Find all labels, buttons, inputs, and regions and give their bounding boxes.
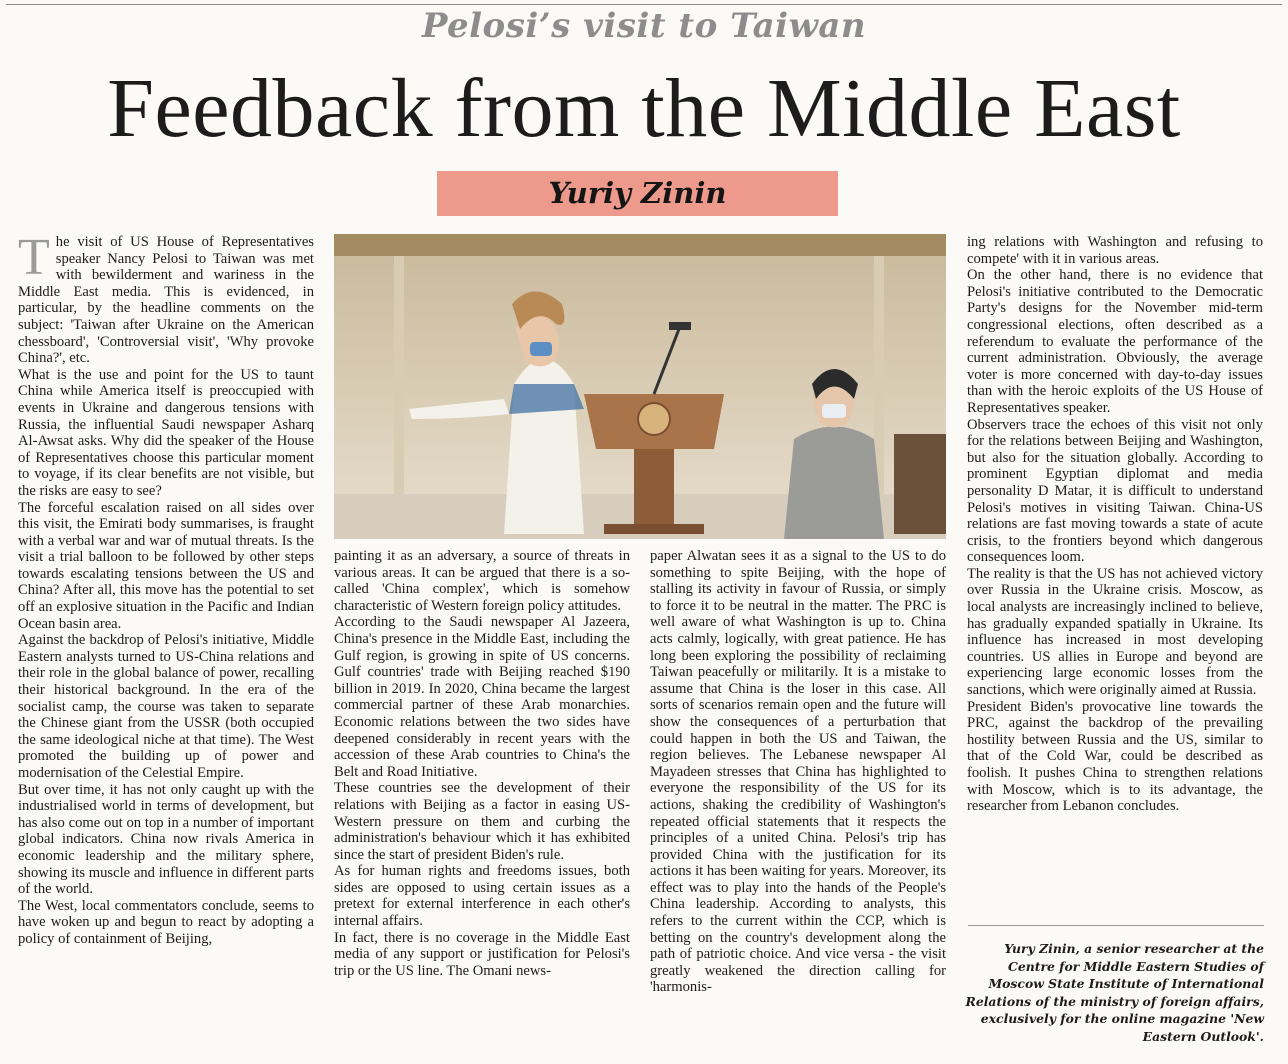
- paragraph: What is the use and point for the US to taunt China while America itself is preoccupied with events in Ukraine and dangerous tensions with Russia, the influential Saudi newspaper Asharq Al-Awsat asks. Why did the speaker of the House of Representatives choose this particular moment to voyage, if its clear benefits are not visible, but the risks are easy to see?: [18, 366, 314, 499]
- paragraph: But over time, it has not only caught up with the industrialised world in terms of development, but has also come out on top in a number of important global indicators. China now rivals America in economic leadership and the military sphere, showing its muscle and influence in different parts of the world.: [18, 781, 314, 898]
- paragraph: painting it as an adversary, a source of threats in various areas. It can be argued that there is a so-called 'China complex', which is somehow characteristic of Western foreign policy attitudes.: [334, 548, 630, 614]
- photo-illustration: [334, 234, 946, 539]
- paragraph: President Biden's provocative line towards the PRC, against the backdrop of the prevailing hostility between Russia and the US, similar to that of the Cold War, could be described as foolish. It pushes China to strengthen relations with Moscow, which is to its advantage, the researcher from Lebanon concludes.: [967, 698, 1263, 815]
- paragraph: The forceful escalation raised on all sides over this visit, the Emirati body summarises, is fraught with a verbal war and war of mutual threats. Is the visit a trial balloon to be followed by other steps towards escalating tensions between the US and China? After all, this move has the potential to set off an explosive situation in the Pacific and Indian Ocean basin area.: [18, 499, 314, 632]
- top-rule: [6, 4, 1282, 5]
- kicker: Pelosi’s visit to Taiwan: [421, 6, 867, 46]
- paragraph: he visit of US House of Representatives speaker Nancy Pelosi to Taiwan was met with bewilderment and wariness in the Middle East media. This is evidenced, in particular, by the headline comments on the subject: 'Taiwan after Ukraine on the American chessboard', 'Controversial visit', 'Why provoke China?', etc.: [18, 234, 314, 367]
- article-photo: [334, 234, 946, 539]
- paragraph: Observers trace the echoes of this visit not only for the relations between Beijing and Washington, but also for the situation globally. According to prominent Egyptian diplomat and media personality D Matar, it is difficult to understand Pelosi's motives in visiting Taiwan. China-US relations are fast moving towards a state of acute crisis, to the frontiers beyond which dangerous consequences loom.: [967, 416, 1263, 566]
- drop-cap: T: [18, 229, 50, 286]
- paragraph: The West, local commentators conclude, seems to have woken up and begun to react by adopting a policy of containment of Beijing,: [18, 897, 314, 947]
- paragraph: On the other hand, there is no evidence that Pelosi's initiative contributed to the Democratic Party's designs for the November mid-term congressional elections, often described as a referendum to evaluate the performance of the current administration. Obviously, the average voter is more concerned with day-to-day issues than with the heroic exploits of the US House of Representatives speaker.: [967, 267, 1263, 416]
- paragraph: ing relations with Washington and refusing to compete' with it in various areas.: [967, 234, 1263, 267]
- column-4: [967, 234, 1263, 815]
- byline: Yuriy Zinin: [437, 171, 838, 216]
- column-1: [18, 229, 314, 948]
- paragraph: The reality is that the US has not achieved victory over Russia in the Ukraine crisis. Moscow, as local analysts are increasingly inclined to believe, has gradually expanded spatially in Ukraine. Its influence has increased in most developing countries. US allies in Europe and beyond are experiencing large economic losses from the sanctions, which were originally aimed at Russia.: [967, 565, 1263, 699]
- paragraph: These countries see the development of their relations with Beijing as a factor in easing US-Western pressure on them and curbing the administration's behaviour which it has exhibited since the start of president Biden's rule.: [334, 780, 630, 863]
- headline: Feedback from the Middle East: [107, 62, 1181, 155]
- paragraph: As for human rights and freedoms issues, both sides are opposed to using certain issues as a pretext for external interference in each other's internal affairs.: [334, 863, 630, 930]
- paragraph: According to the Saudi newspaper Al Jazeera, China's presence in the Middle East, including the Gulf region, is growing in spite of US concerns. Gulf countries' trade with Beijing reached $190 billion in 2019. In 2020, China became the largest commercial partner of these Arab monarchies. Economic relations between the two sides have deepened considerably in recent years with the accession of these Arab countries to China's the Belt and Road Initiative.: [334, 614, 630, 780]
- column-2: [334, 548, 630, 979]
- author-bio: Yury Zinin, a senior researcher at the Centre for Middle Eastern Studies of Moscow State Institute of International Relations of the ministry of foreign affairs, exclusively for the online magazine 'New Eastern Outlook'.: [965, 941, 1264, 1044]
- paragraph: Against the backdrop of Pelosi's initiative, Middle Eastern analysts turned to US-China relations and their role in the global balance of power, recalling their historical background. In the era of the socialist camp, the course was taken to separate the Chinese giant from the USSR (both occupied the same ideological niche at that time). The West promoted the building up of power and modernisation of the Celestial Empire.: [18, 632, 314, 781]
- bio-rule: [968, 925, 1264, 926]
- paragraph: In fact, there is no coverage in the Middle East media of any support or justification for Pelosi's trip or the US line. The Omani news-: [334, 929, 630, 979]
- column-3: [650, 548, 946, 996]
- paragraph: paper Alwatan sees it as a signal to the US to do something to spite Beijing, with the hope of stalling its activity in favour of Russia, or simply to force it to be neutral in the matter. The PRC is well aware of what Washington is up to. China acts calmly, logically, with great patience. He has long been exploring the possibility of reclaiming Taiwan peacefully or militarily. It is a mistake to assume that China is the loser in this case. All sorts of scenarios remain open and the future will show the consequences of a perturbation that could happen in both the US and Taiwan, the region believes. The Lebanese newspaper Al Mayadeen stresses that China has highlighted to everyone the responsibility of the US for its actions, shaking the credibility of Washington's repeated official statements that it respects the principles of a united China. Pelosi's trip has provided China with the justification for its actions it has been waiting for years. Moreover, its effect was to play into the hands of the People's China leadership. According to analysts, this refers to the current within the CCP, which is betting on the country's development along the path of patriotic choice. And vice versa - the visit greatly weakened the direction calling for 'harmonis-: [650, 548, 946, 996]
